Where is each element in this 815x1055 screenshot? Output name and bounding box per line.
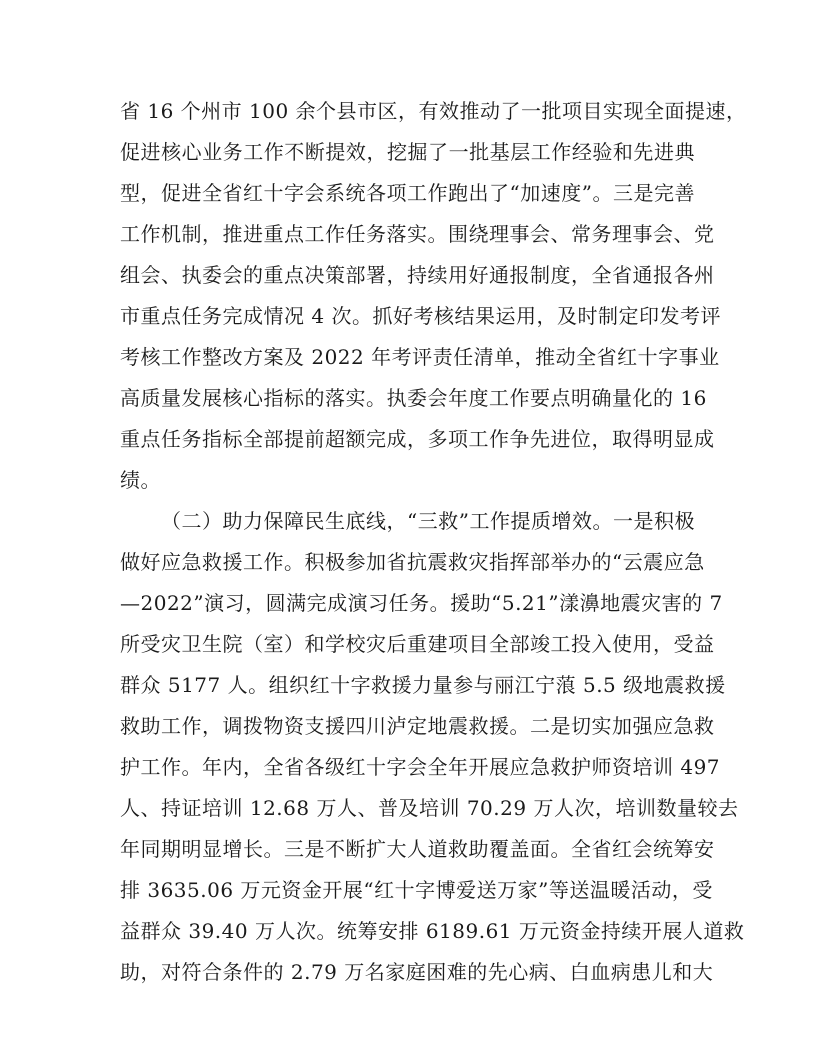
- text-line: 救助工作，调拨物资支援四川泸定地震救援。二是切实加强应急救: [120, 714, 715, 738]
- text-line: 人、持证培训 12.68 万人、普及培训 70.29 万人次，培训数量较去: [120, 796, 739, 820]
- text-line: 助，对符合条件的 2.79 万名家庭困难的先心病、白血病患儿和大: [120, 960, 714, 984]
- text-line: 排 3635.06 万元资金开展“红十字博爱送万家”等送温暖活动，受: [120, 878, 713, 902]
- text-line: 型，促进全省红十字会系统各项工作跑出了“加速度”。三是完善: [120, 181, 695, 205]
- text-line: 绩。: [120, 468, 161, 492]
- text-line: 考核工作整改方案及 2022 年考评责任清单，推动全省红十字事业: [120, 345, 720, 369]
- text-line: 所受灾卫生院（室）和学校灾后重建项目全部竣工投入使用，受益: [120, 632, 715, 656]
- text-line: 群众 5177 人。组织红十字救援力量参与丽江宁蒗 5.5 级地震救援: [120, 673, 726, 697]
- text-line: 做好应急救援工作。积极参加省抗震救灾指挥部举办的“云震应急: [120, 550, 705, 574]
- text-line: 益群众 39.40 万人次。统筹安排 6189.61 万元资金持续开展人道救: [120, 919, 745, 943]
- text-line: 省 16 个州市 100 余个县市区，有效推动了一批项目实现全面提速，: [120, 99, 747, 123]
- text-line: 市重点任务完成情况 4 次。抓好考核结果运用，及时制定印发考评: [120, 304, 721, 328]
- text-line: 护工作。年内，全省各级红十字会全年开展应急救护师资培训 497: [120, 755, 721, 779]
- text-line: —2022”演习，圆满完成演习任务。援助“5.21”漾濞地震灾害的 7: [120, 591, 723, 615]
- text-line: 组会、执委会的重点决策部署，持续用好通报制度，全省通报各州: [120, 263, 715, 287]
- text-line: 工作机制，推进重点工作任务落实。围绕理事会、常务理事会、党: [120, 222, 715, 246]
- text-line: 促进核心业务工作不断提效，挖掘了一批基层工作经验和先进典: [120, 140, 695, 164]
- text-line: 高质量发展核心指标的落实。执委会年度工作要点明确量化的 16: [120, 386, 707, 410]
- text-line: 重点任务指标全部提前超额完成，多项工作争先进位，取得明显成: [120, 427, 715, 451]
- paragraph-heading-line: （二）助力保障民生底线，“三救”工作提质增效。一是积极: [161, 509, 695, 533]
- text-line: 年同期明显增长。三是不断扩大人道救助覆盖面。全省红会统筹安: [120, 837, 715, 861]
